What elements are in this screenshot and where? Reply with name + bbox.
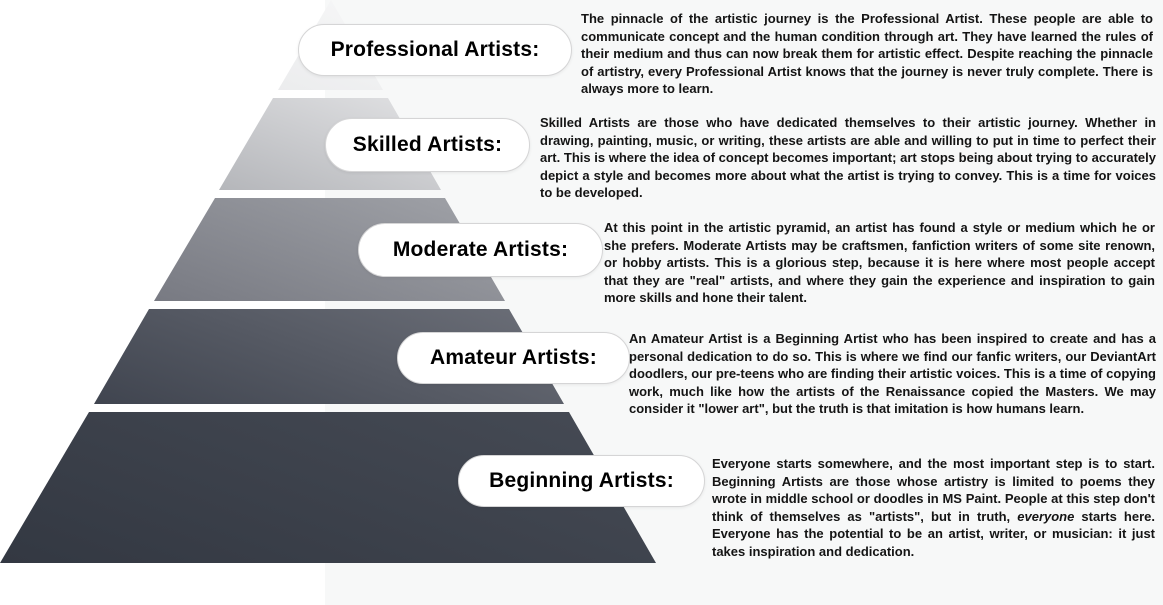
description-amateur: An Amateur Artist is a Beginning Artist who has been inspired to create and has a personal dedication to do so. This is where we find our fanfic writers, our DeviantArt doodlers, our pre-teens who are finding their artistic voices. This is a time of copying work, much like how the artists of the Renaissance copied the Masters. We may consider it "lower art", but the truth is that imitation is how humans learn.	[629, 331, 1156, 417]
description-professional: The pinnacle of the artistic journey is the Professional Artist. These people are able to communicate concept and the human condition through art. They have learned the rules of their medium and thus can now break them for artistic effect. Despite reaching the pinnacle of artistry, every Professional Artist knows that the journey is never truly complete. There is always more to learn.	[581, 11, 1153, 97]
label-pill-amateur	[397, 332, 630, 384]
label-amateur: Amateur Artists:	[430, 346, 597, 369]
description-beginning: Everyone starts somewhere, and the most important step is to start. Beginning Artists are those whose artistry is limited to poems they wrote in middle school or doodles in MS Paint. People at this step don't think of themselves as "artists", but in truth, everyone starts here. Everyone has the potential to be an artist, writer, or musician: it just takes inspiration and dedication.	[712, 456, 1155, 559]
label-pill-beginning	[458, 455, 705, 507]
label-pill-moderate	[358, 223, 603, 277]
label-pill-professional	[298, 24, 572, 76]
description-moderate: At this point in the artistic pyramid, an artist has found a style or medium which he or she prefers. Moderate Artists may be craftsmen, fanfiction writers of some site renown, or hobby artists. This is a glorious step, because it is here where most people accept that they are "real" artists, and where they gain the experience and inspiration to gain more skills and hone their talent.	[604, 220, 1155, 306]
label-pill-skilled	[325, 118, 530, 172]
description-skilled: Skilled Artists are those who have dedicated themselves to their artistic journey. Whether in drawing, painting, music, or writing, these artists are able and willing to put in time to perfect their art. This is where the idea of concept becomes important; art stops being about trying to accurately depict a style and becomes more about what the artist is trying to convey. This is a time for voices to be developed.	[540, 115, 1156, 201]
label-skilled: Skilled Artists:	[352, 133, 503, 156]
label-professional: Professional Artists:	[330, 38, 540, 61]
label-moderate: Moderate Artists:	[392, 238, 569, 261]
label-beginning: Beginning Artists:	[489, 469, 674, 492]
